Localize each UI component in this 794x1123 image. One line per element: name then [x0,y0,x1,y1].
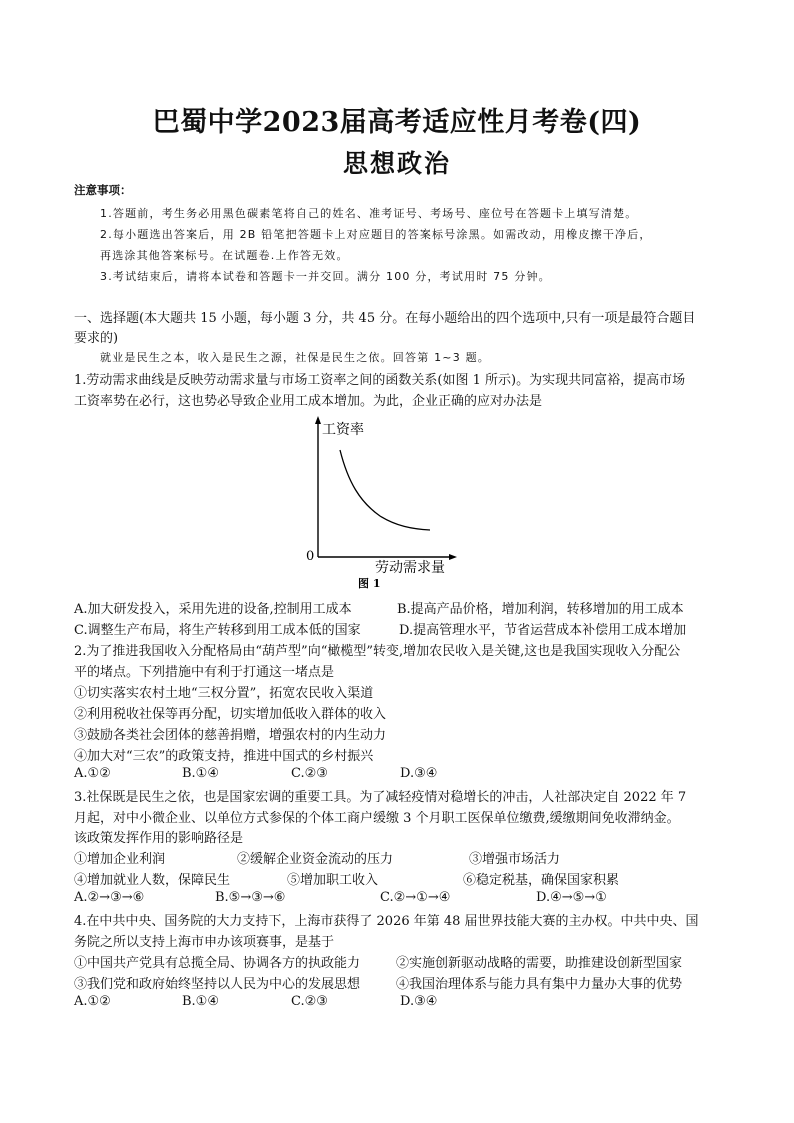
q1-option-d: D.提高管理水平，节省运营成本补偿用工成本增加 [399,623,687,638]
notice-item: 2.每小题选出答案后，用 2B 铅笔把答题卡上对应题目的答案标号涂黑。如需改动，用橡皮擦干净后， [100,228,652,241]
q4-option-c: C.②③ [291,994,328,1009]
q3-item: ①增加企业利润 [74,852,166,867]
q2-option-b: B.①④ [182,766,219,781]
section-heading-cont: 要求的) [74,331,119,346]
q3-option-d: D.④→⑤→① [536,890,607,905]
q2-item: ②利用税收社保等再分配，切实增加低收入群体的收入 [74,707,387,722]
q3-option-b: B.⑤→③→⑥ [215,890,286,905]
q1-stem: 1.劳动需求曲线是反映劳动需求量与市场工资率之间的函数关系(如图 1 所示)。为实现共同富裕，提高市场 [74,373,686,388]
q1-stem-cont: 工资率势在必行，这也势必导致企业用工成本增加。为此，企业正确的应对办法是 [74,394,543,409]
q2-stem-cont: 平的堵点。下列措施中有利于打通这一堵点是 [74,665,335,680]
q4-option-b: B.①④ [182,994,219,1009]
q3-option-a: A.②→③→⑥ [74,890,145,905]
notice-item: 3.考试结束后，请将本试卷和答题卡一并交回。满分 100 分，考试用时 75 分钟。 [100,270,551,283]
y-axis-label: 工资率 [322,422,364,438]
q3-item: ④增加就业人数，保障民生 [74,873,231,888]
x-axis-arrow [449,554,457,560]
q2-item: ④加大对“三农”的政策支持，推进中国式的乡村振兴 [74,749,374,764]
q3-item: ③增强市场活力 [469,852,561,867]
subject-title: 思想政治 [342,149,451,178]
q4-stem: 4.在中共中央、国务院的大力支持下，上海市获得了 2026 年第 48 届世界技能大赛的主办权。中共中央、国 [74,914,699,929]
q3-item: ②缓解企业资金流动的压力 [237,852,394,867]
q4-item: ②实施创新驱动战略的需要，助推建设创新型国家 [396,956,683,971]
q2-item: ③鼓励各类社会团体的慈善捐赠，增强农村的内生动力 [74,728,387,743]
q4-option-a: A.①② [74,994,111,1009]
notice-item: 再选涂其他答案标号。在试题卷.上作答无效。 [100,249,349,262]
figure-caption: 图 1 [358,577,381,590]
q1-option-c: C.调整生产布局，将生产转移到用工成本低的国家 [74,623,361,638]
x-axis-label: 劳动需求量 [375,560,445,576]
figure-1-labor-demand-curve [300,412,470,592]
q3-stem-cont: 月起，对中小微企业、以单位方式参保的个体工商户缓缴 3 个月职工医保单位缴费,缓缴期间免收滞纳金。 [74,811,680,826]
q4-stem-cont: 务院之所以支持上海市申办该项赛事，是基于 [74,935,335,950]
q1-option-b: B.提高产品价格，增加利润，转移增加的用工成本 [397,602,684,617]
section-intro: 就业是民生之本，收入是民生之源，社保是民生之依。回答第 1~3 题。 [100,351,491,364]
q1-option-a: A.加大研发投入，采用先进的设备,控制用工成本 [74,602,352,617]
section-heading: 一、选择题(本大题共 15 小题，每小题 3 分，共 45 分。在每小题给出的四个选项中,只有一项是最符合题目 [74,311,696,326]
q4-item: ③我们党和政府始终坚持以人民为中心的发展思想 [74,977,361,992]
q4-option-d: D.③④ [400,994,438,1009]
q3-item: ⑥稳定税基，确保国家积累 [463,873,620,888]
q3-option-c: C.②→①→④ [380,890,451,905]
q3-stem: 3.社保既是民生之依，也是国家宏调的重要工具。为了减轻疫情对稳增长的冲击，人社部决定自 2022 年 7 [74,790,687,805]
q2-option-d: D.③④ [400,766,438,781]
y-axis-arrow [315,416,321,424]
q2-option-a: A.①② [74,766,111,781]
q2-item: ①切实落实农村土地“三权分置”，拓宽农民收入渠道 [74,686,374,701]
notice-heading: 注意事项： [74,183,132,197]
exam-title: 巴蜀中学2023届高考适应性月考卷(四) [152,107,642,138]
demand-curve [340,450,430,530]
q3-stem-cont2: 该政策发挥作用的影响路径是 [74,831,244,846]
q2-option-c: C.②③ [291,766,328,781]
q2-stem: 2.为了推进我国收入分配格局由“葫芦型”向“橄榄型”转变,增加农民收入是关键,这也是我国实现收入分配公 [74,644,681,659]
q4-item: ①中国共产党具有总揽全局、协调各方的执政能力 [74,956,361,971]
notice-item: 1.答题前，考生务必用黑色碳素笔将自己的姓名、准考证号、考场号、座位号在答题卡上填写清楚。 [100,207,638,220]
origin-label: 0 [306,549,315,564]
q4-item: ④我国治理体系与能力具有集中力量办大事的优势 [396,977,683,992]
q3-item: ⑤增加职工收入 [287,873,379,888]
